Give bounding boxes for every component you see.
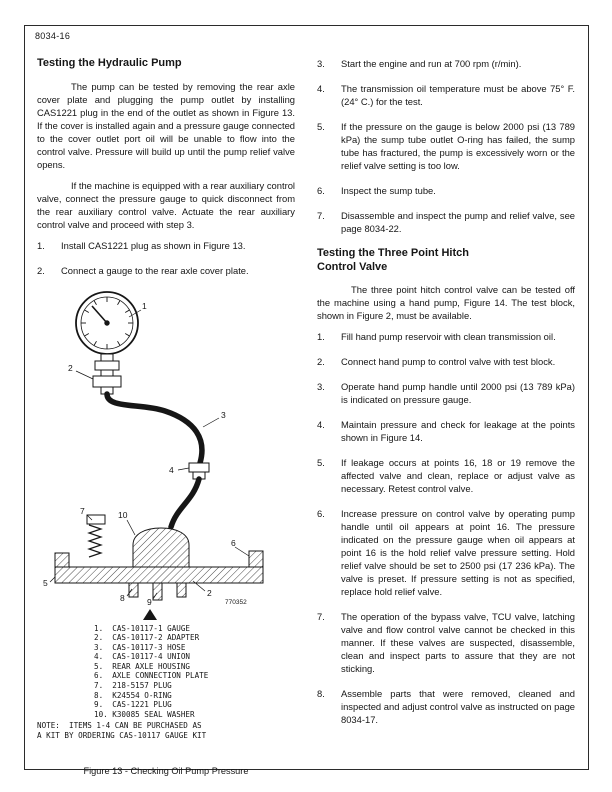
- parts-list-item: 6. AXLE CONNECTION PLATE: [94, 671, 209, 681]
- step-number: 2.: [37, 264, 45, 276]
- heading-testing-three-point-hitch: [317, 247, 575, 274]
- list-item: [317, 330, 575, 343]
- list-item: [317, 610, 575, 675]
- parts-list-item: 7. 218-5157 PLUG: [94, 681, 172, 691]
- figure-callout: 2: [207, 587, 212, 598]
- parts-list-item: 3. CAS-10117-3 HOSE: [94, 642, 186, 652]
- figure-13-illustration: [37, 289, 287, 607]
- figure-callout: 4: [169, 464, 174, 475]
- pressure-gauge-drawing: [76, 292, 138, 354]
- figure-note-line: A KIT BY ORDERING CAS-10117 GAUGE KIT: [37, 731, 207, 741]
- step-number: 5.: [317, 457, 325, 468]
- list-item: [37, 264, 295, 277]
- step-text: Operate hand pump handle until 2000 psi (13 789 kPa) is indicated on pressure gauge.: [341, 381, 575, 405]
- figure-note-line: NOTE: ITEMS 1-4 CAN BE PURCHASED AS: [37, 721, 202, 731]
- list-item: [317, 418, 575, 444]
- step-text: Assemble parts that were removed, cleaned and inspected and adjust control valve as instructed on page 8034-17.: [341, 688, 575, 725]
- list-item: [317, 209, 575, 235]
- heading-line: Control Valve: [317, 260, 388, 273]
- step-text: Inspect the sump tube.: [341, 185, 436, 196]
- figure-callout: 1: [142, 300, 147, 311]
- step-number: 7.: [317, 611, 325, 622]
- parts-list-item: 8. K24554 O-RING: [94, 690, 172, 700]
- step-number: 3.: [317, 381, 325, 392]
- gauge-adapter-drawing: [93, 354, 121, 394]
- list-item: [317, 507, 575, 598]
- paragraph-hitch-valve-intro: The three point hitch control valve can be tested off the machine using a hand pump, Figure 14. The test block, shown in Figure 2, must be available.: [317, 284, 575, 321]
- figure-callout: 3: [221, 409, 226, 420]
- list-item: [317, 82, 575, 108]
- list-item: [317, 456, 575, 495]
- rear-axle-housing-drawing: [55, 515, 263, 600]
- figure-caption: Figure 13 - Checking Oil Pump Pressure: [83, 765, 249, 776]
- step-number: 4.: [317, 83, 325, 94]
- step-text: Connect hand pump to control valve with test block.: [341, 356, 556, 367]
- step-text: Install CAS1221 plug as shown in Figure 13.: [61, 239, 246, 251]
- parts-list-item: 4. CAS-10117-4 UNION: [94, 652, 191, 662]
- step-number: 3.: [317, 58, 325, 69]
- figure-13: [37, 289, 295, 778]
- step-text: The transmission oil temperature must be above 75° F. (24° C.) for the test.: [341, 83, 575, 107]
- step-number: 1.: [317, 331, 325, 342]
- step-text: Disassemble and inspect the pump and relief valve, see page 8034-22.: [341, 210, 575, 234]
- step-text: Increase pressure on control valve by operating pump handle until oil appears at point 16. The pressure indicated on the pressure gauge when oil appears at point 16 is the hold relief valve pressure setting. Hold relief valve should be set to 2500 psi (17 236 kPa). The valve is preset. If pressure setting is not as specified, replace hold relief valve.: [341, 508, 575, 597]
- list-item: [317, 120, 575, 172]
- list-item: [317, 380, 575, 406]
- paragraph-rear-auxiliary: If the machine is equipped with a rear auxiliary control valve, connect the pressure gauge to quick disconnect from the rear auxiliary control valve. Actuate the rear auxiliary control valve and proceed with step 3.: [37, 179, 295, 230]
- figure-note: [37, 721, 295, 740]
- figure-callout: 6: [231, 537, 236, 548]
- paragraph-pump-test-intro: The pump can be tested by removing the rear axle cover plate and plugging the pump outlet by installing CAS1221 plug in the end of the outlet as shown in Figure 13. If the cover is installed again and a pressure gauge connected to the cover outlet port oil will be unable to flow into the control valve. Pressure will build up until the pump relief valve opens.: [37, 80, 295, 170]
- left-column: [37, 57, 295, 778]
- step-number: 4.: [317, 419, 325, 430]
- right-column: [317, 57, 575, 738]
- parts-list-item: 10. K30085 SEAL WASHER: [94, 709, 195, 719]
- figure-photo-code: 770352: [225, 598, 247, 606]
- heading-testing-hydraulic-pump: Testing the Hydraulic Pump: [37, 57, 182, 69]
- page-number: 8034-16: [35, 31, 71, 41]
- step-text: If leakage occurs at points 16, 18 or 19 remove the affected valve and clean, replace or adjust valve as necessary. Retest control valve.: [341, 457, 575, 494]
- list-item: [317, 687, 575, 726]
- step-text: Start the engine and run at 700 rpm (r/min).: [341, 58, 522, 69]
- step-number: 6.: [317, 508, 325, 519]
- figure-callout: 7: [80, 505, 85, 516]
- step-number: 5.: [317, 121, 325, 132]
- step-text: If the pressure on the gauge is below 2000 psi (13 789 kPa) the sump tube outlet O-ring has failed, the sump tube has fractured, the pump is excessively worn or the relief valve setting is too low.: [341, 121, 575, 171]
- step-text: Maintain pressure and check for leakage at the points shown in Figure 14.: [341, 419, 575, 443]
- step-number: 1.: [37, 239, 45, 251]
- parts-list-item: 2. CAS-10117-2 ADAPTER: [94, 633, 200, 643]
- step-number: 7.: [317, 210, 325, 221]
- step-number: 2.: [317, 356, 325, 367]
- heading-line: Testing the Three Point Hitch: [317, 247, 469, 259]
- step-number: 8.: [317, 688, 325, 699]
- parts-list-item: 1. CAS-10117-1 GAUGE: [94, 623, 191, 633]
- figure-callout: 5: [43, 577, 48, 588]
- step-number: 6.: [317, 185, 325, 196]
- list-item: [317, 355, 575, 368]
- step-text: The operation of the bypass valve, TCU valve, latching valve and flow control valve cannot be checked in this manner. If these valves are suspected, disassemble, clean and inspect parts to assure that they are not sticking.: [341, 611, 575, 674]
- step-text: Fill hand pump reservoir with clean transmission oil.: [341, 331, 556, 342]
- figure-callout: 10: [118, 509, 128, 520]
- hose-lower-drawing: [171, 479, 199, 527]
- figure-callout: 2: [68, 362, 73, 373]
- figure-callout: 8: [120, 592, 125, 603]
- figure-parts-list: [94, 624, 295, 720]
- parts-list-item: 5. REAR AXLE HOUSING: [94, 661, 191, 671]
- step-text: Connect a gauge to the rear axle cover plate.: [61, 264, 249, 276]
- orientation-arrow-icon: [143, 609, 157, 620]
- list-item: [317, 57, 575, 70]
- list-item: [37, 239, 295, 252]
- hose-drawing: [107, 394, 202, 463]
- figure-callout: 9: [147, 596, 152, 607]
- parts-list-item: 9. CAS-1221 PLUG: [94, 700, 172, 710]
- list-item: [317, 184, 575, 197]
